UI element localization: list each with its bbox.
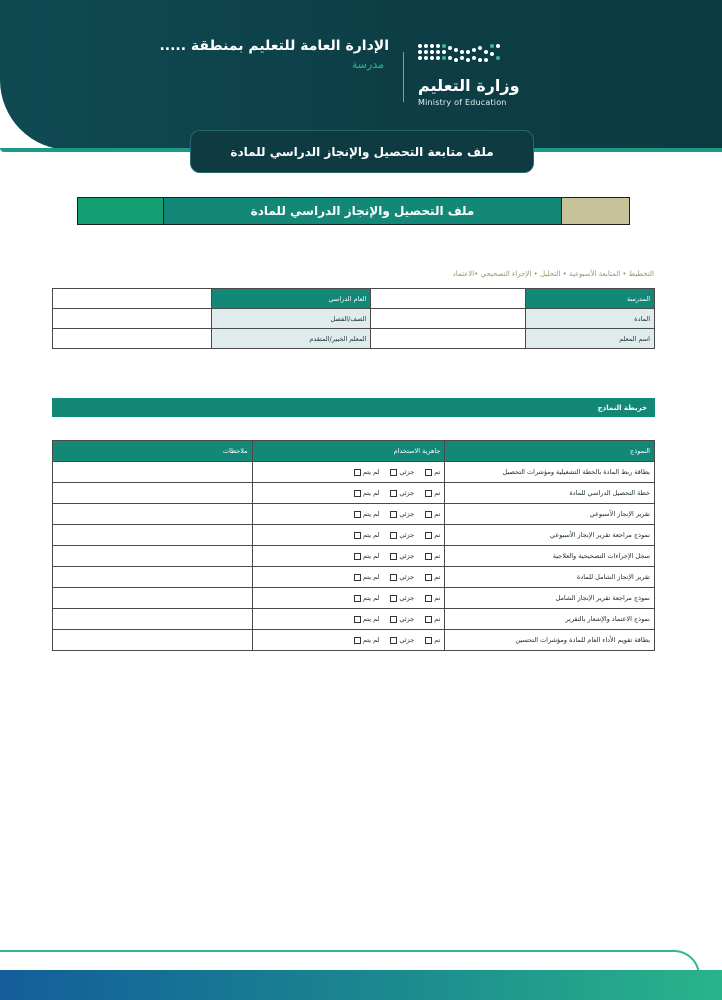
checkbox-not-done[interactable] (354, 469, 361, 476)
forms-table-body (53, 462, 655, 651)
not-done-label: لم يتم (362, 489, 380, 497)
table-row (53, 289, 655, 309)
readiness-cell (252, 588, 445, 609)
forms-map-title: خريطة النماذج (52, 398, 655, 417)
checkbox-not-done[interactable] (354, 490, 361, 497)
form-name: بطاقة تقويم الأداء العام للمادة ومؤشرات التحسين (445, 630, 655, 651)
table-row (53, 309, 655, 329)
checkbox-not-done[interactable] (354, 616, 361, 623)
checkbox-partial[interactable] (390, 469, 397, 476)
subject-label: المادة (526, 309, 655, 329)
form-name: نموذج مراجعة تقرير الإنجاز الأسبوعي (445, 525, 655, 546)
readiness-cell (252, 567, 445, 588)
col-form: النموذج (445, 441, 655, 462)
ministry-logo (412, 42, 522, 114)
checkbox-done[interactable] (425, 490, 432, 497)
school-name: مدرسة (351, 58, 384, 71)
notes-field[interactable] (53, 546, 253, 567)
partial-label: جزئي (399, 552, 415, 560)
logo-divider (403, 52, 404, 102)
option-done[interactable] (425, 552, 440, 560)
notes-field[interactable] (53, 630, 253, 651)
option-partial[interactable] (390, 573, 414, 581)
notes-field[interactable] (53, 483, 253, 504)
readiness-options (346, 468, 440, 476)
checkbox-not-done[interactable] (354, 574, 361, 581)
not-done-label: لم يتم (362, 510, 380, 518)
year-label: العام الدراسي (211, 289, 371, 309)
info-table (52, 288, 655, 349)
banner-green-segment (78, 198, 164, 224)
form-name: نموذج مراجعة تقرير الإنجاز الشامل (445, 588, 655, 609)
done-label: تم (434, 468, 441, 476)
option-partial[interactable] (390, 531, 414, 539)
table-row (53, 588, 655, 609)
checkbox-done[interactable] (425, 574, 432, 581)
notes-field[interactable] (53, 609, 253, 630)
expert-label: المعلم الخبير/المتقدم (211, 329, 371, 349)
process-stages: التخطيط • المتابعة الأسبوعية • التحليل • الإجراء التصحيحي •الاعتماد (452, 270, 654, 278)
option-done[interactable] (425, 531, 440, 539)
checkbox-not-done[interactable] (354, 553, 361, 560)
checkbox-not-done[interactable] (354, 511, 361, 518)
file-title: ملف متابعة التحصيل والإنجاز الدراسي للمادة (230, 144, 494, 159)
done-label: تم (434, 615, 441, 623)
not-done-label: لم يتم (362, 615, 380, 623)
option-partial[interactable] (390, 489, 414, 497)
option-not-done[interactable] (354, 552, 379, 560)
option-done[interactable] (425, 636, 440, 644)
option-not-done[interactable] (354, 615, 379, 623)
not-done-label: لم يتم (362, 636, 380, 644)
table-header-row (53, 441, 655, 462)
file-title-box (190, 130, 534, 173)
checkbox-done[interactable] (425, 532, 432, 539)
table-row (53, 462, 655, 483)
partial-label: جزئي (399, 489, 415, 497)
table-row (53, 329, 655, 349)
checkbox-not-done[interactable] (354, 595, 361, 602)
not-done-label: لم يتم (362, 468, 380, 476)
col-ready: جاهزية الاستخدام (252, 441, 445, 462)
checkbox-done[interactable] (425, 595, 432, 602)
school-field[interactable] (371, 289, 526, 309)
readiness-options (346, 510, 440, 518)
checkbox-done[interactable] (425, 637, 432, 644)
checkbox-not-done[interactable] (354, 532, 361, 539)
checkbox-partial[interactable] (390, 532, 397, 539)
readiness-options (346, 594, 440, 602)
table-row (53, 567, 655, 588)
option-partial[interactable] (390, 552, 414, 560)
done-label: تم (434, 552, 441, 560)
option-done[interactable] (425, 489, 440, 497)
not-done-label: لم يتم (362, 594, 380, 602)
option-not-done[interactable] (354, 510, 379, 518)
readiness-cell (252, 609, 445, 630)
option-not-done[interactable] (354, 636, 379, 644)
readiness-options (346, 489, 440, 497)
school-label: المدرسة (526, 289, 655, 309)
readiness-cell (252, 504, 445, 525)
form-name: خطة التحصيل الدراسي للمادة (445, 483, 655, 504)
banner-beige-segment (561, 198, 629, 224)
teacher-field[interactable] (371, 329, 526, 349)
checkbox-not-done[interactable] (354, 637, 361, 644)
option-partial[interactable] (390, 594, 414, 602)
notes-field[interactable] (53, 588, 253, 609)
option-partial[interactable] (390, 636, 414, 644)
page-header (0, 0, 722, 150)
readiness-cell (252, 546, 445, 567)
option-done[interactable] (425, 594, 440, 602)
table-row (53, 630, 655, 651)
form-name: تقرير الإنجاز الأسبوعي (445, 504, 655, 525)
option-done[interactable] (425, 468, 440, 476)
table-row (53, 525, 655, 546)
option-not-done[interactable] (354, 489, 379, 497)
done-label: تم (434, 489, 441, 497)
grade-field[interactable] (53, 309, 212, 329)
page-footer (0, 970, 722, 1000)
checkbox-partial[interactable] (390, 553, 397, 560)
notes-field[interactable] (53, 567, 253, 588)
checkbox-done[interactable] (425, 616, 432, 623)
done-label: تم (434, 531, 441, 539)
section-banner (77, 197, 630, 225)
partial-label: جزئي (399, 594, 415, 602)
col-notes: ملاحظات (53, 441, 253, 462)
form-name: تقرير الإنجاز الشامل للمادة (445, 567, 655, 588)
checkbox-partial[interactable] (390, 637, 397, 644)
readiness-options (346, 531, 440, 539)
checkbox-partial[interactable] (390, 616, 397, 623)
subject-field[interactable] (371, 309, 526, 329)
grade-label: الصف/الفصل (211, 309, 371, 329)
checkbox-partial[interactable] (390, 490, 397, 497)
checkbox-partial[interactable] (390, 511, 397, 518)
partial-label: جزئي (399, 615, 415, 623)
readiness-options (346, 636, 440, 644)
logo-arabic-text: وزارة التعليم (418, 76, 520, 95)
table-row (53, 504, 655, 525)
checkbox-partial[interactable] (390, 574, 397, 581)
logo-english-text: Ministry of Education (418, 98, 507, 107)
option-partial[interactable] (390, 468, 414, 476)
education-directorate-title: الإدارة العامة للتعليم بمنطقة ..... (159, 38, 389, 54)
table-row (53, 609, 655, 630)
checkbox-done[interactable] (425, 553, 432, 560)
year-field[interactable] (53, 289, 212, 309)
partial-label: جزئي (399, 636, 415, 644)
form-name: بطاقة ربط المادة بالخطة التشغيلية ومؤشرات التحصيل (445, 462, 655, 483)
readiness-options (346, 573, 440, 581)
readiness-options (346, 615, 440, 623)
done-label: تم (434, 594, 441, 602)
option-not-done[interactable] (354, 468, 379, 476)
readiness-cell (252, 462, 445, 483)
readiness-cell (252, 630, 445, 651)
readiness-cell (252, 483, 445, 504)
option-done[interactable] (425, 615, 440, 623)
option-partial[interactable] (390, 615, 414, 623)
partial-label: جزئي (399, 468, 415, 476)
partial-label: جزئي (399, 531, 415, 539)
table-row (53, 483, 655, 504)
checkbox-done[interactable] (425, 469, 432, 476)
table-row (53, 546, 655, 567)
not-done-label: لم يتم (362, 573, 380, 581)
option-not-done[interactable] (354, 594, 379, 602)
form-name: نموذج الاعتماد والإشعار بالتقرير (445, 609, 655, 630)
checkbox-partial[interactable] (390, 595, 397, 602)
ministry-logo-icon (416, 42, 508, 72)
readiness-options (346, 552, 440, 560)
done-label: تم (434, 573, 441, 581)
done-label: تم (434, 636, 441, 644)
forms-table (52, 440, 655, 651)
checkbox-done[interactable] (425, 511, 432, 518)
readiness-cell (252, 525, 445, 546)
partial-label: جزئي (399, 573, 415, 581)
not-done-label: لم يتم (362, 552, 380, 560)
option-done[interactable] (425, 573, 440, 581)
form-name: سجل الإجراءات التصحيحية والعلاجية (445, 546, 655, 567)
notes-field[interactable] (53, 525, 253, 546)
expert-field[interactable] (53, 329, 212, 349)
option-not-done[interactable] (354, 531, 379, 539)
option-done[interactable] (425, 510, 440, 518)
option-partial[interactable] (390, 510, 414, 518)
done-label: تم (434, 510, 441, 518)
not-done-label: لم يتم (362, 531, 380, 539)
banner-title: ملف التحصيل والإنجاز الدراسي للمادة (164, 198, 561, 224)
notes-field[interactable] (53, 462, 253, 483)
notes-field[interactable] (53, 504, 253, 525)
partial-label: جزئي (399, 510, 415, 518)
option-not-done[interactable] (354, 573, 379, 581)
teacher-label: اسم المعلم (526, 329, 655, 349)
